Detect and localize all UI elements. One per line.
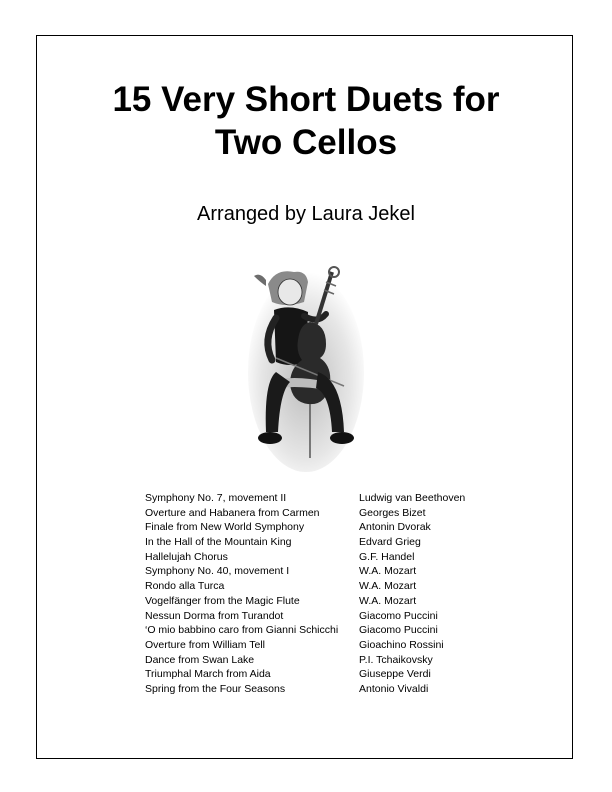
piece-title: Overture and Habanera from Carmen: [145, 506, 320, 519]
piece-title: In the Hall of the Mountain King: [145, 536, 292, 549]
list-item: [145, 579, 485, 594]
list-item: [145, 653, 485, 668]
piece-composer: G.F. Handel: [359, 550, 415, 563]
title-line-1: 15 Very Short Duets for: [112, 80, 500, 119]
cellist-illustration-icon: [246, 262, 366, 472]
arranger-subtitle: Arranged by Laura Jekel: [197, 203, 415, 225]
piece-composer: W.A. Mozart: [359, 580, 417, 593]
list-item: [145, 667, 485, 682]
piece-title: ‘O mio babbino caro from Gianni Schicchi: [145, 624, 339, 637]
piece-title: Finale from New World Symphony: [145, 521, 305, 534]
list-item: [145, 535, 485, 550]
list-item: [145, 520, 485, 535]
list-item: [145, 550, 485, 565]
piece-title: Nessun Dorma from Turandot: [145, 609, 284, 622]
piece-composer: Georges Bizet: [359, 506, 426, 519]
list-item: [145, 594, 485, 609]
piece-composer: P.I. Tchaikovsky: [359, 653, 433, 666]
piece-title: Spring from the Four Seasons: [145, 682, 286, 695]
piece-composer: Antonio Vivaldi: [359, 682, 429, 695]
piece-composer: Edvard Grieg: [359, 536, 421, 549]
piece-list: [145, 491, 485, 697]
piece-composer: W.A. Mozart: [359, 594, 417, 607]
title-line-2: Two Cellos: [214, 123, 398, 162]
piece-composer: Giacomo Puccini: [359, 624, 438, 637]
page-title: [0, 78, 612, 164]
piece-title: Overture from William Tell: [145, 638, 265, 651]
piece-composer: Antonin Dvorak: [359, 521, 431, 534]
piece-composer: W.A. Mozart: [359, 565, 417, 578]
piece-title: Rondo alla Turca: [145, 580, 225, 593]
piece-title: Symphony No. 7, movement II: [145, 492, 287, 504]
list-item: [145, 682, 485, 697]
list-item: [145, 506, 485, 521]
piece-title: Symphony No. 40, movement I: [145, 565, 290, 578]
list-item: [145, 609, 485, 624]
piece-composer: Gioachino Rossini: [359, 638, 444, 651]
list-item: [145, 638, 485, 653]
piece-composer: Giuseppe Verdi: [359, 668, 431, 681]
piece-title: Vogelfänger from the Magic Flute: [145, 594, 300, 607]
list-item: [145, 491, 485, 506]
piece-title: Dance from Swan Lake: [145, 653, 255, 666]
piece-composer: Giacomo Puccini: [359, 609, 438, 622]
piece-title: Triumphal March from Aida: [145, 668, 271, 681]
piece-composer: Ludwig van Beethoven: [359, 492, 466, 504]
list-item: [145, 623, 485, 638]
list-item: [145, 564, 485, 579]
piece-title: Hallelujah Chorus: [145, 550, 228, 563]
